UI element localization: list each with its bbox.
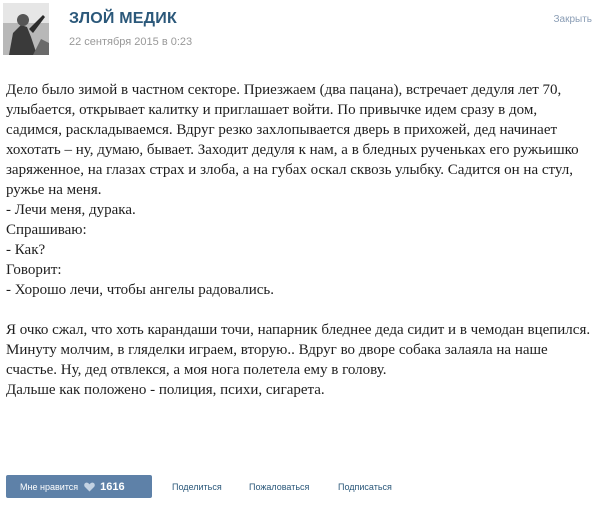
post-paragraph: Дело было зимой в частном секторе. Приезжаем (два пацана), встречает дедуля лет 70, улыбается, открывает калитку и приглашает войти. По привычке идем сразу в дом, садимся, раскладываемся. Вдруг резко захлопывается дверь в прихожей, дед начинает хохотать – ну, думаю, бывает. Заходит дедуля к нам, а в бледных рученьках его ружьишко заряженное, на глазах страх и злоба, а на губах оскал сквозь улыбку. Садится он на стул, ружье на меня. (6, 82, 579, 198)
post-footer (0, 472, 600, 502)
report-link[interactable]: Пожаловаться (249, 482, 310, 492)
avatar-photo-icon (3, 3, 49, 55)
post-header (0, 0, 600, 64)
post-paragraph: Говорит: (6, 262, 62, 278)
author-name[interactable]: ЗЛОЙ МЕДИК (69, 10, 177, 27)
close-button[interactable]: Закрыть (553, 14, 592, 25)
like-label: Мне нравится (20, 481, 79, 492)
post-paragraph: - Лечи меня, дурака. (6, 202, 136, 218)
subscribe-link[interactable]: Подписаться (338, 482, 392, 492)
post-paragraph: Спрашиваю: (6, 222, 87, 238)
heart-icon (84, 482, 95, 492)
post-paragraph: - Как? (6, 242, 46, 258)
post-date[interactable]: 22 сентября 2015 в 0:23 (69, 36, 193, 48)
like-count: 1616 (100, 480, 125, 493)
post-paragraph: Я очко сжал, что хоть карандаши точи, напарник бледнее деда сидит и в чемодан вцепился. Минуту молчим, в гляделки играем, вторую.. Вдруг во дворе собака залаяла на наше счастье. Ну, дед отвлекся, а моя нога полетела ему в голову. (6, 322, 591, 378)
paragraph-gap (6, 300, 594, 320)
like-button[interactable] (6, 475, 152, 498)
share-link[interactable]: Поделиться (172, 482, 222, 492)
post-paragraph: Дальше как положено - полиция, психи, сигарета. (6, 382, 325, 398)
avatar[interactable] (3, 3, 49, 55)
post-paragraph: - Хорошо лечи, чтобы ангелы радовались. (6, 282, 274, 298)
post-text (6, 80, 594, 400)
